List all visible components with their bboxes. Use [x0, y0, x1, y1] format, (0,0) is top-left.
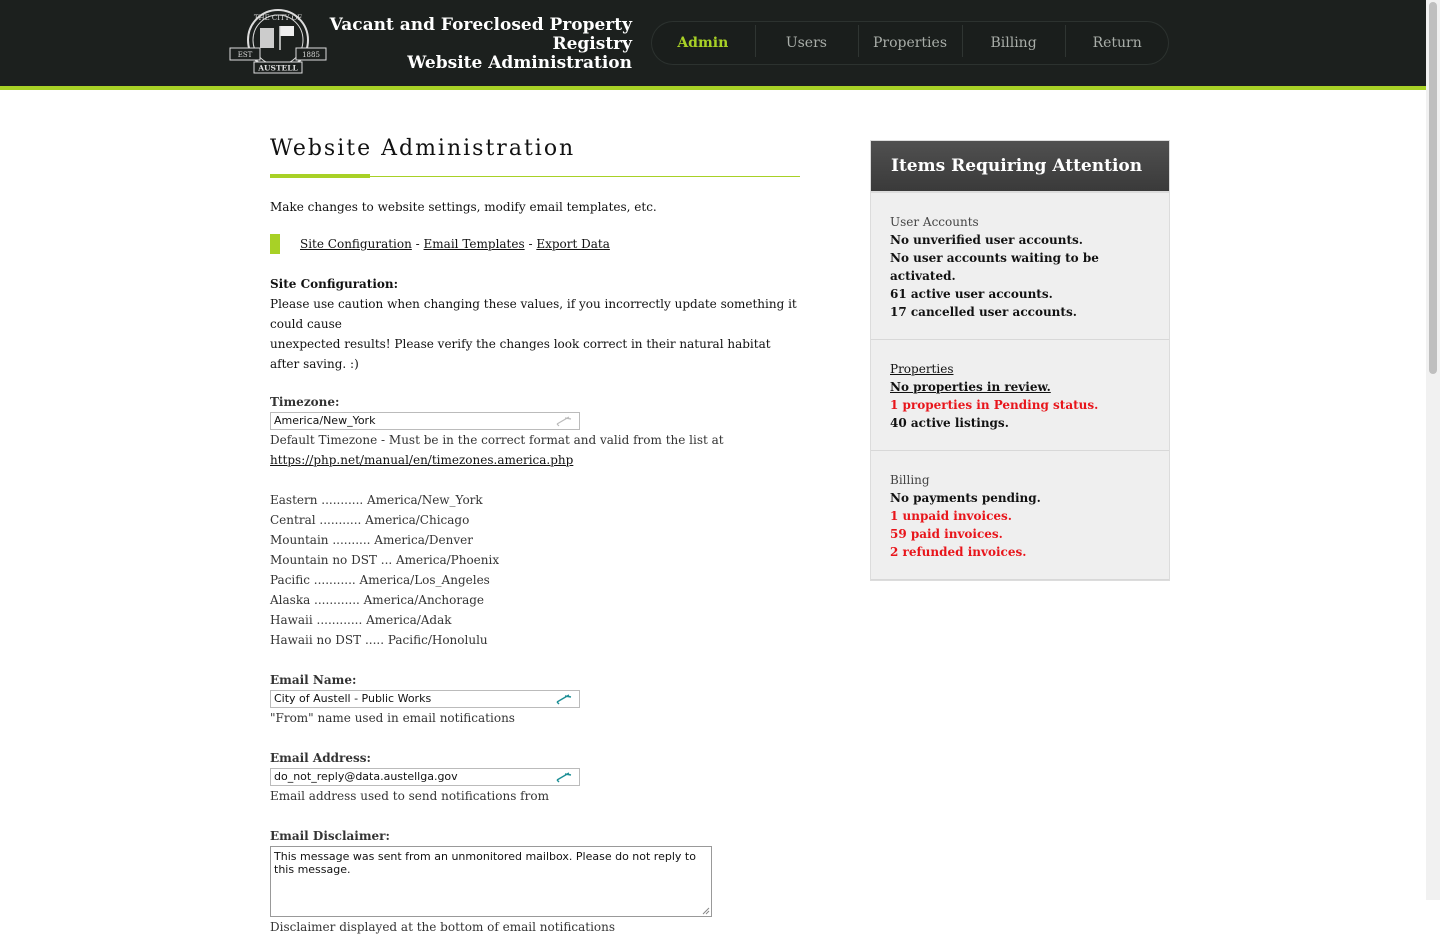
properties-section [871, 340, 1169, 451]
status-line: No payments pending. [890, 491, 1041, 505]
link-separator: - [524, 237, 537, 251]
site-title [320, 16, 632, 73]
email-address-label: Email Address: [270, 751, 371, 765]
timezone-input[interactable] [270, 412, 580, 430]
city-seal-logo[interactable] [228, 6, 328, 74]
site-title-line2: Website Administration [407, 53, 632, 73]
section-description-line1: Please use caution when changing these values, if you incorrectly update something it could cause [270, 297, 797, 331]
timezone-list-item: Hawaii ............ America/Adak [270, 613, 452, 627]
nav-admin[interactable]: Admin [677, 35, 729, 51]
timezone-label: Timezone: [270, 395, 340, 409]
edit-pen-icon [555, 692, 573, 706]
section-description-line2: unexpected results! Please verify the changes look correct in their natural habitat after saving. :) [270, 337, 771, 371]
title-divider-accent [270, 174, 370, 178]
status-line: No user accounts waiting to be activated. [890, 251, 1099, 283]
timezone-list [270, 490, 800, 650]
nav-properties[interactable]: Properties [858, 35, 962, 51]
user-accounts-caption: User Accounts [890, 215, 979, 229]
email-disclaimer-hint: Disclaimer displayed at the bottom of email notifications [270, 920, 616, 934]
status-line: 40 active listings. [890, 416, 1009, 430]
page-title: Website Administration [270, 136, 576, 161]
scrollbar-thumb[interactable] [1429, 2, 1437, 374]
timezone-value[interactable]: America/New_York [274, 414, 376, 427]
svg-text:AUSTELL: AUSTELL [258, 63, 298, 73]
quick-links [270, 234, 800, 254]
page-intro: Make changes to website settings, modify email templates, etc. [270, 200, 657, 214]
status-line-alert: 59 paid invoices. [890, 527, 1003, 541]
edit-pen-icon [555, 414, 573, 428]
email-disclaimer-textarea[interactable] [270, 846, 712, 917]
status-line-alert: 1 properties in Pending status. [890, 398, 1099, 412]
svg-text:THE CITY OF: THE CITY OF [253, 14, 303, 22]
email-name-hint: "From" name used in email notifications [270, 711, 515, 725]
timezone-hint: Default Timezone - Must be in the correct format and valid from the list at [270, 433, 724, 447]
email-name-input[interactable] [270, 690, 580, 708]
timezone-list-item: Pacific ........... America/Los_Angeles [270, 573, 490, 587]
email-address-hint: Email address used to send notifications from [270, 789, 549, 803]
quick-links-accent [270, 234, 280, 254]
edit-pen-icon [555, 770, 573, 784]
svg-text:EST: EST [237, 51, 253, 59]
link-export-data[interactable]: Export Data [536, 237, 610, 251]
status-line-alert: 1 unpaid invoices. [890, 509, 1012, 523]
email-disclaimer-value[interactable]: This message was sent from an unmonitored mailbox. Please do not reply to this message. [274, 850, 696, 876]
user-accounts-section [871, 193, 1169, 340]
email-address-input[interactable] [270, 768, 580, 786]
email-address-value[interactable]: do_not_reply@data.austellga.gov [274, 770, 458, 783]
link-email-templates[interactable]: Email Templates [423, 237, 525, 251]
properties-in-review-link[interactable]: No properties in review. [890, 380, 1051, 394]
resize-grip-icon[interactable] [702, 907, 710, 915]
timezone-list-item: Central ........... America/Chicago [270, 513, 470, 527]
billing-section [871, 451, 1169, 580]
email-disclaimer-label: Email Disclaimer: [270, 829, 390, 843]
section-heading: Site Configuration: [270, 277, 399, 291]
link-separator: - [411, 237, 424, 251]
page-scrollbar[interactable] [1426, 0, 1440, 900]
status-line: No unverified user accounts. [890, 233, 1083, 247]
title-divider [270, 174, 800, 178]
link-site-configuration[interactable]: Site Configuration [300, 237, 412, 251]
main-content [270, 136, 800, 937]
attention-panel-title: Items Requiring Attention [871, 141, 1169, 193]
status-line: 61 active user accounts. [890, 287, 1053, 301]
svg-text:1885: 1885 [302, 51, 320, 59]
timezone-reference-link[interactable]: https://php.net/manual/en/timezones.america.php [270, 453, 574, 467]
timezone-list-item: Mountain no DST ... America/Phoenix [270, 553, 500, 567]
nav-billing[interactable]: Billing [962, 35, 1066, 51]
properties-caption-link[interactable]: Properties [890, 362, 954, 376]
status-line: 17 cancelled user accounts. [890, 305, 1077, 319]
email-name-label: Email Name: [270, 673, 357, 687]
timezone-list-item: Hawaii no DST ..... Pacific/Honolulu [270, 633, 488, 647]
main-nav [651, 21, 1169, 65]
nav-return[interactable]: Return [1065, 35, 1169, 51]
timezone-list-item: Alaska ............ America/Anchorage [270, 593, 485, 607]
billing-caption: Billing [890, 473, 930, 487]
site-title-line1: Vacant and Foreclosed Property Registry [329, 15, 632, 54]
site-header [0, 0, 1440, 90]
nav-users[interactable]: Users [755, 35, 859, 51]
attention-panel [870, 140, 1170, 581]
status-line-alert: 2 refunded invoices. [890, 545, 1027, 559]
email-name-value[interactable]: City of Austell - Public Works [274, 692, 432, 705]
timezone-list-item: Mountain .......... America/Denver [270, 533, 473, 547]
timezone-list-item: Eastern ........... America/New_York [270, 493, 483, 507]
